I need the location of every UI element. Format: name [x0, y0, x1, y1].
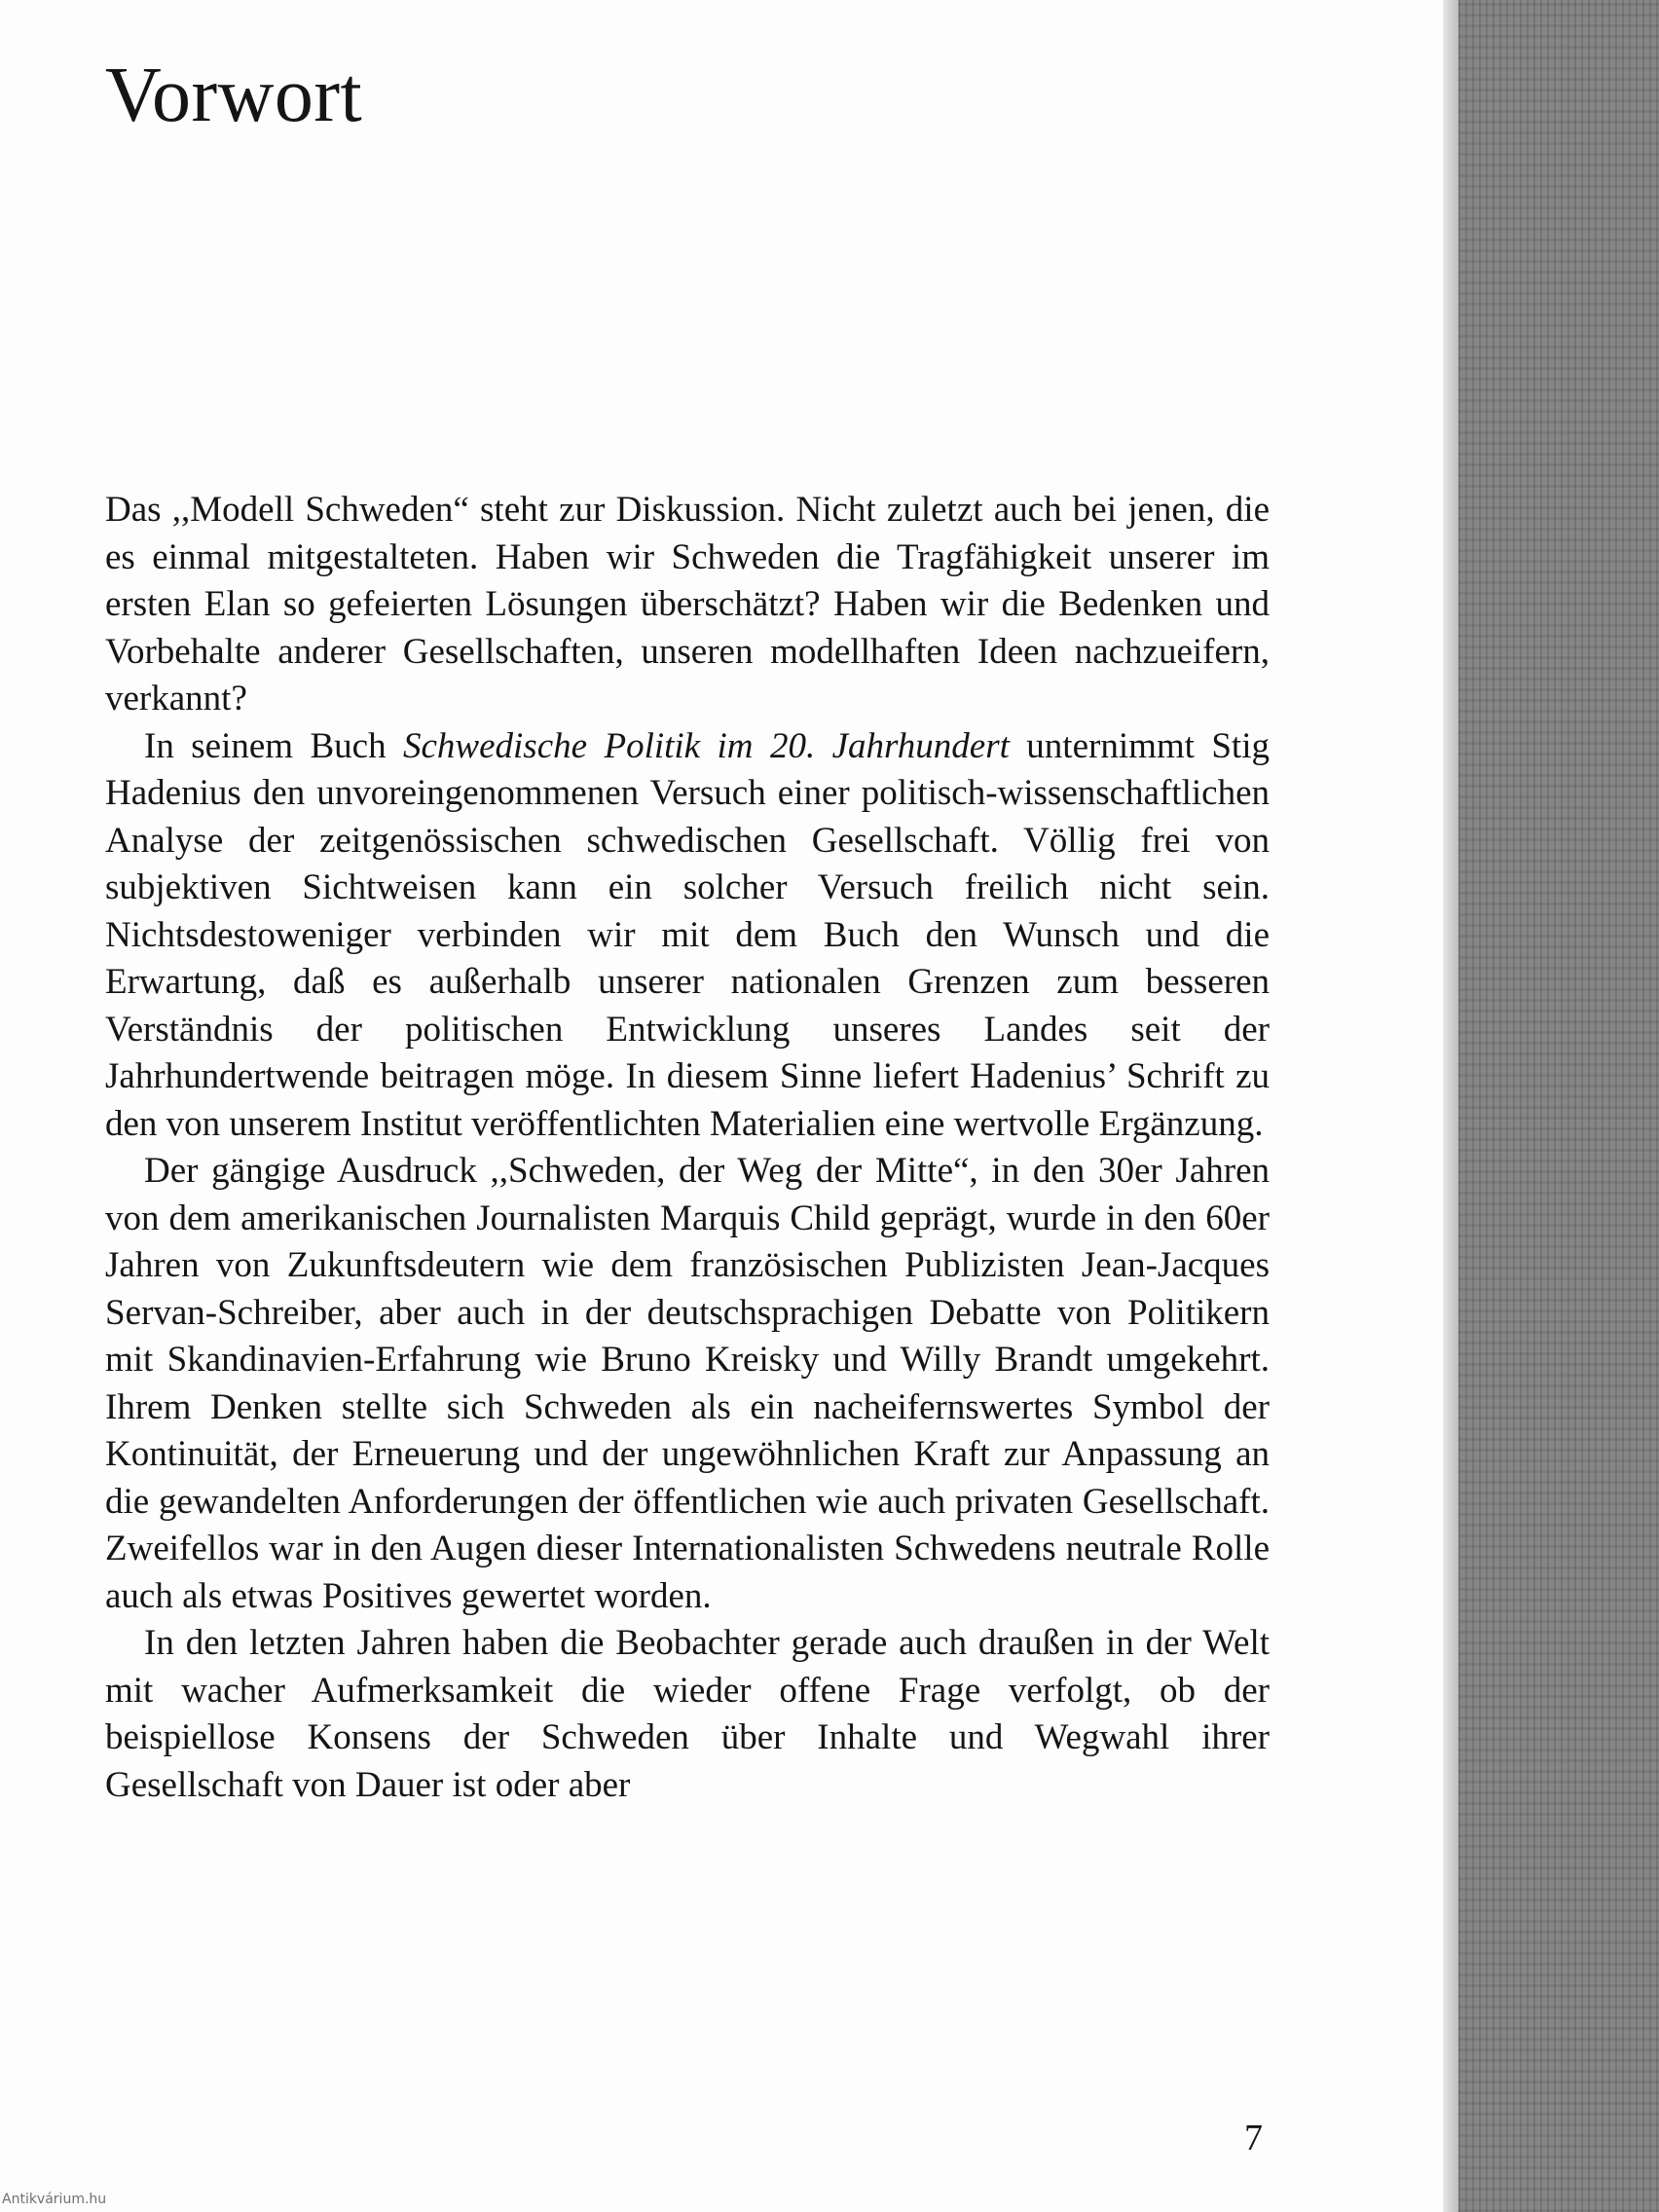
paragraph-3: Der gängige Ausdruck ,,Schweden, der Weg der Mitte“, in den 30er Jahren von dem amerikanischen Journalisten Marquis Child geprägt, wurde in den 60er Jahren von Zukunftsdeutern wie dem französischen Publizisten Jean-Jacques Servan-Schreiber, aber auch in der deutschsprachigen Debatte von Politikern mit Skandinavien-Erfahrung wie Bruno Kreisky und Willy Brandt umgekehrt. Ihrem Denken stellte sich Schweden als ein nacheifernswertes Symbol der Kontinuität, der Erneuerung und der ungewöhnlichen Kraft zur Anpassung an die gewandelten Anforderungen der öffentlichen wie auch privaten Gesellschaft. Zweifellos war in den Augen dieser Internationalisten Schwedens neutrale Rolle auch als etwas Positives gewertet worden.	[105, 1151, 1270, 1616]
paragraph-2	[105, 723, 1270, 1149]
preface-body	[105, 487, 1270, 1809]
paragraph-1: Das ,,Modell Schweden“ steht zur Diskussion. Nicht zuletzt auch bei jenen, die es einmal mitgestalteten. Haben wir Schweden die Tragfähigkeit unserer im ersten Elan so gefeierten Lösungen überschätzt? Haben wir die Bedenken und Vorbehalte anderer Gesellschaften, unseren modellhaften Ideen nachzueifern, verkannt?	[105, 490, 1270, 719]
wood-background	[1458, 0, 1659, 2212]
paragraph-4: In den letzten Jahren haben die Beobachter gerade auch draußen in der Welt mit wacher Aufmerksamkeit die wieder offene Frage verfolgt, ob der beispiellose Konsens der Schweden über Inhalte und Wegwahl ihrer Gesellschaft von Dauer ist oder aber	[105, 1623, 1270, 1805]
watermark-text: Antikvárium.hu	[2, 2192, 107, 2207]
paragraph-2-continuation: unternimmt Stig Hadenius den unvoreingenommenen Versuch einer politisch-wissenschaftlichen Analyse der zeitgenössischen schwedischen Gesellschaft. Völlig frei von subjektiven Sichtweisen kann ein solcher Versuch freilich nicht sein. Nichtsdestoweniger verbinden wir mit dem Buch den Wunsch und die Erwartung, daß es außerhalb unserer nationalen Grenzen zum besseren Verständnis der politischen Entwicklung unseres Landes seit der Jahrhundertwende beitragen möge. In diesem Sinne liefert Hadenius’ Schrift zu den von unserem Institut veröffentlichten Materialien eine wertvolle Ergänzung.	[105, 725, 1270, 1144]
book-title: Schwedische Politik im 20. Jahrhundert	[403, 725, 1010, 766]
page-title: Vorwort	[105, 53, 363, 138]
page-edge	[1443, 0, 1458, 2212]
page-number: 7	[1244, 2118, 1263, 2158]
paragraph-2-intro: In seinem Buch	[144, 725, 403, 766]
